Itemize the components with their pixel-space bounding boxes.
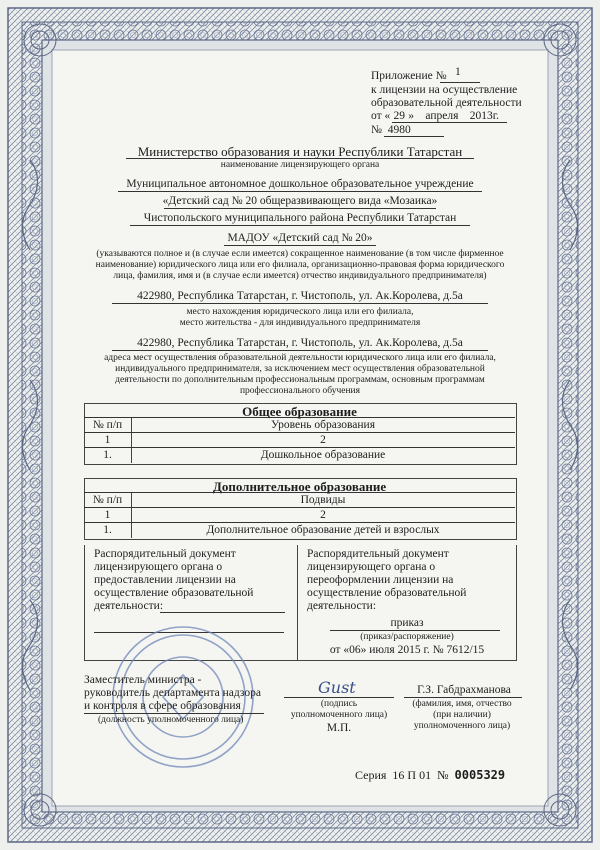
additional-col-subtype: Подвиды [300, 494, 346, 506]
additional-col-number: № п/п [92, 494, 123, 506]
org-name-line1: Муниципальное автономное дошкольное образовательное учреждение [126, 178, 474, 190]
signer-position-1: Заместитель министра - [84, 674, 202, 686]
signer-name-caption-3: уполномоченного лица) [413, 721, 511, 731]
activity-address-caption-3: деятельности по дополнительным профессиональным программам, основным программам [115, 375, 485, 385]
activity-address-caption-1: адреса мест осуществления образовательной деятельности юридического лица или его филиала, [104, 353, 496, 363]
activity-address-caption-2: индивидуального предпринимателя, за исключением мест осуществления образовательной [115, 364, 485, 374]
additional-row2-rule [84, 522, 515, 523]
additional-row1-rule [84, 507, 515, 508]
legal-address-caption-2: место жительства - для индивидуального предпринимателя [179, 318, 421, 328]
signer-name-caption-1: (фамилия, имя, отчество [412, 699, 512, 709]
ministry-name: Министерство образования и науки Республики Татарстан [137, 144, 463, 159]
signer-name-rule [404, 697, 522, 698]
activity-address: 422980, Республика Татарстан, г. Чистополь, ул. Ак.Королева, д.5а [137, 337, 463, 349]
org-name-line2-rule [164, 208, 436, 209]
general-education-title: Общее образование [242, 404, 357, 419]
ministry-line [126, 158, 474, 159]
additional-r2c2: Дополнительное образование детей и взрослых [206, 524, 440, 536]
additional-r1c2: 2 [320, 509, 326, 521]
activity-address-rule [112, 350, 488, 351]
appendix-number-line [440, 82, 480, 83]
signer-position-3: и контроля в сфере образования [84, 700, 241, 712]
handwritten-signature: Gust [318, 678, 356, 697]
ministry-caption: наименование лицензирующего органа [220, 160, 380, 170]
org-name-line1-rule [118, 191, 482, 192]
org-name-line3-rule [130, 225, 470, 226]
appendix-number: 1 [455, 66, 461, 78]
legal-address-rule [112, 303, 488, 304]
additional-r1c1: 1 [104, 509, 111, 521]
appendix-line2: к лицензии на осуществление [371, 84, 518, 96]
legal-address: 422980, Республика Татарстан, г. Чистополь, ул. Ак.Королева, д.5а [137, 290, 463, 302]
appendix-date-line [392, 122, 507, 123]
general-r2c2: Дошкольное образование [260, 449, 386, 461]
general-r1c2: 2 [320, 434, 326, 446]
general-row2-rule [84, 447, 515, 448]
org-name-line2: «Детский сад № 20 общеразвивающего вида «Мозаика» [162, 195, 438, 207]
general-col-level: Уровень образования [270, 419, 376, 431]
doc-right-2: лицензирующего органа о [307, 561, 436, 573]
activity-address-caption-4: профессионального обучения [239, 386, 361, 396]
doc-right-5: деятельности: [307, 600, 377, 612]
doc-right-1: Распорядительный документ [307, 548, 449, 560]
documents-divider [297, 545, 298, 660]
general-r2c1: 1. [103, 449, 112, 461]
general-row1-rule [84, 432, 515, 433]
legal-address-caption-1: место нахождения юридического лица или его филиала, [186, 307, 414, 317]
general-title-rule [84, 417, 515, 418]
additional-title-rule [84, 492, 515, 493]
appendix-label: Приложение № [371, 70, 447, 82]
doc-order-type: приказ [390, 617, 424, 629]
additional-r2c1: 1. [103, 524, 112, 536]
org-short-name: МАДОУ «Детский сад № 20» [227, 232, 373, 244]
appendix-line3: образовательной деятельности [371, 97, 522, 109]
seal-placeholder-mp: М.П. [326, 722, 352, 734]
appendix-reg-number: № 4980 [371, 124, 411, 136]
appendix-date: от « 29 » апреля 2013г. [371, 110, 500, 122]
doc-order-rule [330, 630, 500, 631]
doc-left-5: деятельности: [94, 600, 164, 612]
signer-position-2: руководитель департамента надзора [84, 687, 261, 699]
signer-position-caption: (должность уполномоченного лица) [98, 715, 244, 725]
org-caption-1: (указываются полное и (в случае если имеется) сокращенное наименование (в том числе фирменное [96, 249, 504, 259]
org-name-line3: Чистопольского муниципального района Республики Татарстан [143, 212, 457, 224]
blank-series: Серия 16 П 01 № 0005329 [355, 768, 506, 782]
signature-rule [284, 697, 394, 698]
signer-name: Г.З. Габдрахманова [417, 684, 511, 696]
additional-education-title: Дополнительное образование [212, 479, 387, 494]
signature-caption-2: уполномоченного лица) [290, 710, 388, 720]
general-r1c1: 1 [104, 434, 111, 446]
doc-left-blank-1 [160, 612, 285, 613]
doc-order-caption: (приказ/распоряжение) [360, 632, 454, 642]
org-caption-3: лица, фамилия, имя и (в случае если имеется) отчество индивидуального предпринимателя) [113, 271, 487, 281]
org-caption-2: наименование) юридического лица или его филиала, организационно-правовая форма юридического [95, 260, 505, 270]
doc-left-2: лицензирующего органа о [94, 561, 223, 573]
doc-right-4: осуществление образовательной [307, 587, 467, 599]
doc-left-3: предоставлении лицензии на [94, 574, 236, 586]
signature-caption-1: (подпись [320, 699, 358, 709]
signer-position-rule [84, 713, 264, 714]
org-short-name-rule [224, 245, 376, 246]
general-col-number: № п/п [92, 419, 123, 431]
appendix-reg-line [384, 136, 444, 137]
doc-order-date: от «06» июля 2015 г. № 7612/15 [329, 644, 485, 656]
doc-left-1: Распорядительный документ [94, 548, 236, 560]
signer-name-caption-2: (при наличии) [433, 710, 491, 720]
doc-right-3: переоформлении лицензии на [307, 574, 454, 586]
doc-left-4: осуществление образовательной [94, 587, 254, 599]
